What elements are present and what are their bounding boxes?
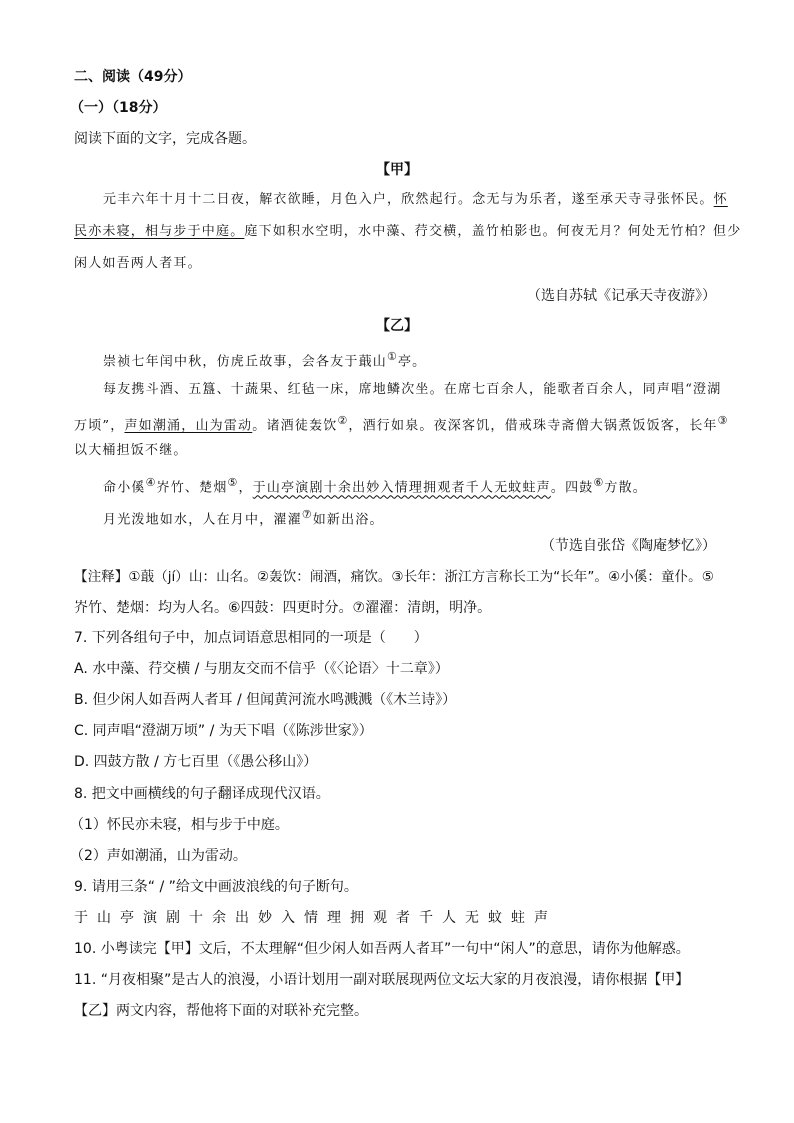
jia-text: 庭下如积水空明，水中藻、荇交横，盖竹柏影也。何夜无月？何处无竹柏？但少 [244, 224, 742, 239]
q8-sentence-2: （2）声如潮涌，山为雷动。 [70, 848, 247, 864]
q8-sentence-1: （1）怀民亦未寝，相与步于中庭。 [70, 817, 289, 833]
note-mark: ⑥ [593, 476, 605, 489]
note-mark: ⑤ [227, 476, 239, 489]
yi-text: 方散。 [604, 480, 648, 496]
yi-heading: 【乙】 [376, 318, 418, 334]
note-mark: ③ [717, 414, 729, 427]
yi-para-3 [103, 473, 647, 498]
yi-text: 亭。 [397, 354, 427, 370]
jia-underlined: 怀 [713, 192, 728, 207]
note-mark: ② [337, 414, 349, 427]
yi-text: 岕竹、楚烟 [156, 480, 228, 496]
jia-line-2 [74, 222, 741, 242]
section-title: 二、阅读（49分） [74, 69, 192, 85]
jia-underlined: 民亦未寝，相与步于中庭。 [74, 224, 245, 239]
notes-line-1: 【注释】①蕺（jí）山：山名。②轰饮：闹酒，痛饮。③长年：浙江方言称长工为“长年”。④小傒：童仆。⑤ [74, 569, 714, 585]
yi-source: （节选自张岱《陶庵梦忆》） [541, 538, 716, 554]
part-title: （一）（18分） [70, 100, 167, 116]
jia-line-3: 闲人如吾两人者耳。 [74, 256, 202, 271]
yi-underlined: 声如潮涌，山为雷动 [124, 418, 253, 434]
yi-para-4 [103, 505, 384, 530]
yi-text: 崇祯七年闰中秋，仿虎丘故事，会各友于蕺山 [103, 354, 388, 370]
yi-text: 月光泼地如水，人在月中，濯濯 [103, 512, 302, 528]
yi-para-1 [103, 347, 426, 372]
note-mark: ④ [145, 476, 157, 489]
q7-option-a: A. 水中藻、荇交横 / 与朋友交而不信乎（《〈论语〉十二章》） [74, 661, 449, 677]
yi-para-2-line-2 [74, 411, 729, 436]
yi-text: 命小傒 [103, 480, 146, 496]
q7-stem: 7. 下列各组句子中，加点词语意思相同的一项是（ ） [74, 630, 428, 646]
yi-text: ， [238, 480, 253, 496]
yi-text: 如新出浴。 [312, 512, 384, 528]
notes-line-2: 岕竹、楚烟：均为人名。⑥四鼓：四更时分。⑦濯濯：清朗，明净。 [74, 600, 492, 616]
q9-sentence: 于山亭演剧十余出妙入情理拥观者千人无蚊蛀声 [74, 910, 557, 926]
yi-text: ，酒行如泉。夜深客饥，借戒珠寺斋僧大锅煮饭饭客，长年 [348, 418, 718, 434]
instruction: 阅读下面的文字，完成各题。 [74, 131, 256, 147]
yi-wavy-sentence: 于山亭演剧十余出妙入情理拥观者千人无蚊蛀声 [252, 480, 551, 496]
jia-heading: 【甲】 [376, 162, 418, 178]
yi-text: 。诸酒徒轰饮 [252, 418, 338, 434]
q7-option-d: D. 四鼓方散 / 方七百里（《愚公移山》） [74, 754, 318, 770]
q7-option-c: C. 同声唱“澄湖万顷” / 为天下唱（《陈涉世家》） [74, 723, 373, 739]
q9-stem: 9. 请用三条“ / ”给文中画波浪线的句子断句。 [74, 879, 358, 895]
q7-option-b: B. 但少闲人如吾两人者耳 / 但闻黄河流水鸣溅溅（《木兰诗》） [74, 692, 457, 708]
q10-stem: 10. 小粤读完【甲】文后，不太理解“但少闲人如吾两人者耳”一句中“闲人”的意思，请你为他解惑。 [74, 941, 690, 957]
q8-stem: 8. 把文中画横线的句子翻译成现代汉语。 [74, 786, 330, 802]
note-mark: ① [387, 350, 398, 363]
jia-text: 元丰六年十月十二日夜，解衣欲睡，月色入户，欣然起行。念无与为乐者，遂至承天寺寻张怀民。 [103, 192, 714, 207]
yi-para-2-line-1: 每友携斗酒、五簋、十蔬果、红毡一床，席地鳞次坐。在席七百余人，能歌者百余人，同声唱“澄湖 [103, 382, 722, 397]
note-mark: ⑦ [301, 508, 313, 521]
jia-line-1 [103, 190, 728, 210]
yi-text: 万顷”， [74, 418, 125, 434]
yi-text: 。四鼓 [550, 480, 594, 496]
yi-para-2-line-3: 以大桶担饭不继。 [74, 443, 188, 458]
jia-source: （选自苏轼《记承天寺夜游》） [527, 288, 716, 304]
q11-line-1: 11. “月夜相聚”是古人的浪漫，小语计划用一副对联展现两位文坛大家的月夜浪漫，请你根据【甲】 [74, 972, 690, 988]
q11-line-2: 【乙】两文内容，帮他将下面的对联补充完整。 [74, 1003, 368, 1019]
